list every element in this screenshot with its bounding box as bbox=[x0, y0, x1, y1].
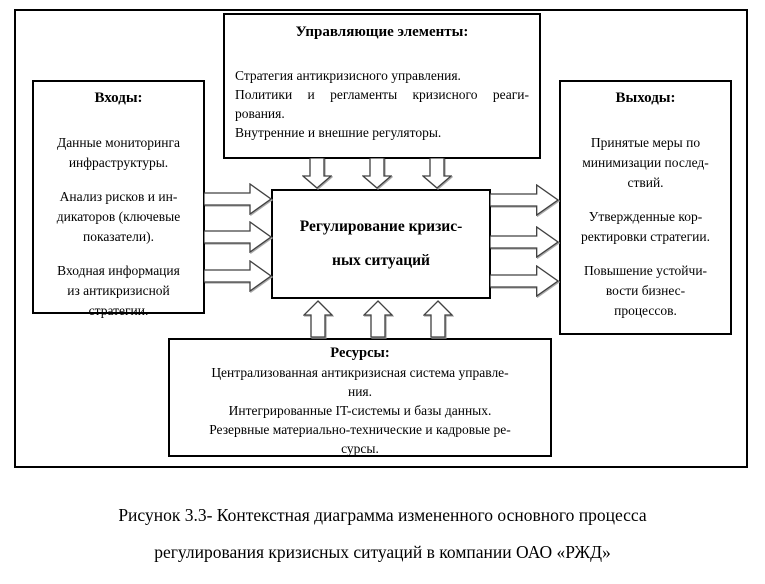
controls-box-title: Управляющие элементы: bbox=[295, 24, 469, 40]
outputs-box-title: Выходы: bbox=[615, 90, 676, 106]
controls-box bbox=[223, 13, 541, 159]
outputs-text-line: процессов. bbox=[614, 303, 677, 318]
output-arrow-right-icon bbox=[490, 265, 559, 297]
resources-text-line: Интегрированные IT-системы и базы данных. bbox=[228, 403, 492, 418]
outputs-box bbox=[559, 80, 732, 335]
outputs-paragraph bbox=[565, 207, 726, 247]
control-arrow-down-icon bbox=[362, 158, 392, 189]
figure-caption-line1: Рисунок 3.3- Контекстная диаграмма измененного основного процесса bbox=[118, 505, 647, 525]
inputs-text-line: Данные мониторинга bbox=[56, 135, 181, 150]
inputs-paragraph bbox=[38, 187, 199, 247]
resource-arrow-up-icon bbox=[363, 300, 393, 338]
controls-text-line: Внутренние и внешние регуляторы. bbox=[235, 125, 442, 140]
resources-text-line: сурсы. bbox=[341, 441, 379, 456]
resource-arrow-up-icon bbox=[303, 300, 333, 338]
input-arrow-right-icon bbox=[204, 260, 272, 292]
outputs-paragraph bbox=[565, 133, 726, 193]
inputs-text-line: инфраструктуры. bbox=[68, 155, 169, 170]
outputs-text-line: Утвержденные кор- bbox=[588, 209, 703, 224]
inputs-text-line: Входная информация bbox=[57, 263, 180, 278]
inputs-box bbox=[32, 80, 205, 318]
resources-box bbox=[168, 338, 552, 457]
inputs-text-line: дикаторов (ключевые bbox=[56, 209, 181, 224]
outputs-text-line: ректировки стратегии. bbox=[581, 229, 710, 244]
outputs-text-line: ствий. bbox=[627, 175, 664, 190]
controls-text-line: Политики и регламенты кризисного реаги- bbox=[235, 87, 529, 102]
output-arrow-right-icon bbox=[490, 226, 559, 258]
input-arrow-right-icon bbox=[204, 221, 272, 253]
outputs-paragraph bbox=[565, 261, 726, 321]
resources-text-line: Централизованная антикризисная система управле- bbox=[211, 365, 509, 380]
controls-text-line: рования. bbox=[235, 106, 285, 121]
controls-text-line: Стратегия антикризисного управления. bbox=[235, 68, 461, 83]
input-arrow-right-icon bbox=[204, 183, 272, 215]
figure-caption-line2: регулирования кризисных ситуаций в компании ОАО «РЖД» bbox=[154, 542, 611, 562]
resources-box-body bbox=[170, 363, 550, 458]
inputs-text-line: стратегии. bbox=[88, 303, 149, 318]
control-arrow-down-icon bbox=[422, 158, 452, 189]
process-label-line1: Регулирование кризис- bbox=[299, 218, 463, 235]
output-arrow-right-icon bbox=[490, 184, 559, 216]
process-label-line2: ных ситуаций bbox=[332, 252, 430, 269]
figure-caption bbox=[0, 497, 765, 571]
outputs-text-line: Принятые меры по bbox=[590, 135, 701, 150]
resources-text-line: Резервные материально-технические и кадровые ре- bbox=[209, 422, 511, 437]
resource-arrow-up-icon bbox=[423, 300, 453, 338]
inputs-text-line: Анализ рисков и ин- bbox=[59, 189, 178, 204]
inputs-paragraph bbox=[38, 261, 199, 321]
inputs-paragraph bbox=[38, 133, 199, 173]
resources-text-line: ния. bbox=[347, 384, 373, 399]
control-arrow-down-icon bbox=[302, 158, 332, 189]
inputs-box-title: Входы: bbox=[94, 90, 143, 106]
outputs-text-line: минимизации послед- bbox=[582, 155, 709, 170]
inputs-text-line: из антикризисной bbox=[67, 283, 170, 298]
outputs-text-line: вости бизнес- bbox=[605, 283, 686, 298]
controls-box-body bbox=[225, 66, 539, 142]
process-box bbox=[271, 189, 491, 299]
outputs-text-line: Повышение устойчи- bbox=[583, 263, 708, 278]
inputs-text-line: показатели). bbox=[82, 229, 155, 244]
resources-box-title: Ресурсы: bbox=[330, 345, 390, 361]
